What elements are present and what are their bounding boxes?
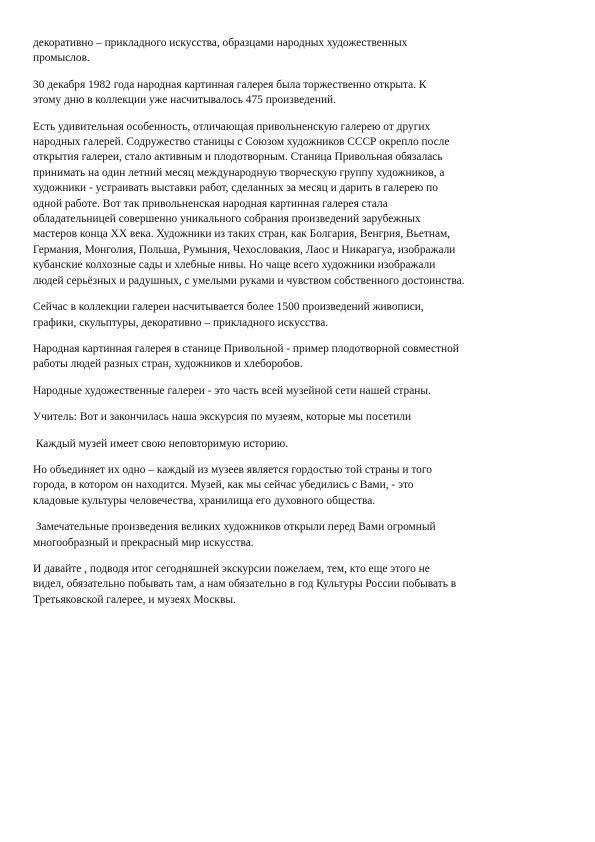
text-line: Есть удивительная особенность, отличающая привольненскую галерею от других xyxy=(33,120,431,133)
paragraph-museum-network xyxy=(33,384,563,399)
text-line: художники - устраивать выставки работ, сделанных за месяц и дарить в галерею по xyxy=(33,182,438,195)
text-line: Каждый музей имеет свою неповторимую историю. xyxy=(33,437,289,450)
document-body xyxy=(33,36,563,619)
text-line: И давайте , подводя итог сегодняшней экскурсии пожелаем, тем, кто еще этого не xyxy=(33,562,430,575)
text-line: одной работе. Вот так привольненская народная картинная галерея стала xyxy=(33,197,388,210)
text-line: города, в котором он находится. Музей, как мы сейчас убедились с Вами, - это xyxy=(33,479,414,492)
paragraph-unique-history xyxy=(33,437,563,452)
paragraph-gallery-opening xyxy=(33,78,563,109)
text-line: Замечательные произведения великих художников открыли перед Вами огромный xyxy=(33,521,436,534)
text-line: Сейчас в коллекции галереи насчитывается более 1500 произведений живописи, xyxy=(33,301,424,314)
text-line: декоративно – прикладного искусства, образцами народных художественных xyxy=(33,37,408,49)
text-line: многообразный и прекрасный мир искусства. xyxy=(33,536,254,549)
paragraph-decorative-arts xyxy=(33,36,563,67)
text-line: Но объединяет их одно – каждый из музеев является гордостью той страны и того xyxy=(33,463,432,476)
text-line: кладовые культуры человечества, хранилища его духовного общества. xyxy=(33,494,376,507)
paragraph-joint-work xyxy=(33,342,563,373)
text-line: мастеров конца XX века. Художники из таких стран, как Болгария, Венгрия, Вьетнам, xyxy=(33,228,451,241)
paragraph-closing-wish xyxy=(33,562,563,608)
text-line: 30 декабря 1982 года народная картинная галерея была торжественно открыта. К xyxy=(33,78,427,91)
text-line: этому дню в коллекции уже насчитывалось 475 произведений. xyxy=(33,94,336,107)
text-line: Германия, Монголия, Польша, Румыния, Чехословакия, Лаос и Никарагуа, изображали xyxy=(33,243,456,256)
paragraph-teacher-remark xyxy=(33,410,563,425)
text-line: Третьяковской галерее, и музеях Москвы. xyxy=(33,593,236,606)
paragraph-gallery-feature xyxy=(33,120,563,289)
paragraph-museum-pride xyxy=(33,463,563,509)
text-line: принимать на один летний месяц международную творческую группу художников, а xyxy=(33,166,445,179)
text-line: Народные художественные галереи - это часть всей музейной сети нашей страны. xyxy=(33,384,431,397)
text-line: промыслов. xyxy=(33,52,90,65)
text-line: открытия галереи, стало активным и плодотворным. Станица Привольная обязалась xyxy=(33,151,443,164)
text-line: работы людей разных стран, художников и хлеборобов. xyxy=(33,358,303,371)
text-line: графики, скульптуры, декоративно – прикладного искусства. xyxy=(33,316,329,329)
text-line: видел, обязательно побывать там, а нам обязательно в год Культуры России побывать в xyxy=(33,578,457,591)
text-line: Учитель: Вот и закончилась наша экскурсия по музеям, которые мы посетили xyxy=(33,411,412,424)
text-line: народных галерей. Содружество станицы с Союзом художников СССР окрепло после xyxy=(33,136,450,149)
text-line: обладательницей совершенно уникального собрания произведений зарубежных xyxy=(33,213,421,226)
text-line: Народная картинная галерея в станице Привольной - пример плодотворной совместной xyxy=(33,342,459,355)
text-line: кубанские колхозные сады и хлебные нивы. Но чаще всего художники изображали xyxy=(33,259,436,272)
paragraph-great-works xyxy=(33,520,563,551)
text-line: людей серьёзных и радушных, с умелыми руками и чувством собственного достоинства. xyxy=(33,274,465,287)
paragraph-collection-size xyxy=(33,300,563,331)
